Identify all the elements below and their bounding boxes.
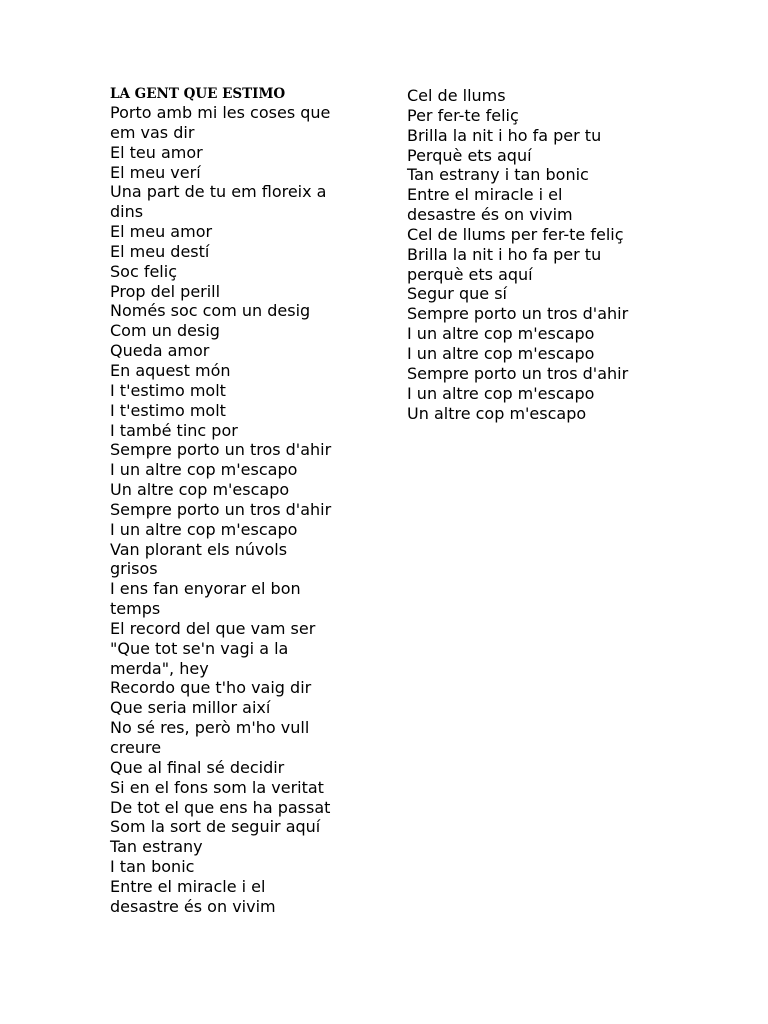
lyric-line: em vas dir [110,122,195,142]
lyric-line: Tan estrany i tan bonic [407,165,589,185]
lyric-line: Un altre cop m'escapo [110,480,290,500]
lyric-line: Cel de llums [407,86,506,105]
lyric-line: desastre és on vivim [407,205,573,225]
lyric-line: Soc feliç [110,261,177,281]
lyric-line: Sempre porto un tros d'ahir [407,304,629,324]
lyric-line: I un altre cop m'escapo [110,460,298,480]
lyric-line: Si en el fons som la veritat [110,777,324,797]
lyric-line: merda", hey [110,658,209,678]
lyric-line: El meu amor [110,222,213,242]
lyric-line: Sempre porto un tros d'ahir [110,440,332,460]
lyric-line: I t'estimo molt [110,380,226,400]
lyric-line: El meu verí [110,162,201,182]
lyric-line: Brilla la nit i ho fa per tu [407,244,602,264]
lyric-line: desastre és on vivim [110,896,276,916]
lyric-line: I un altre cop m'escapo [407,383,595,403]
lyric-line: No sé res, però m'ho vull [110,718,310,738]
lyric-line: Com un desig [110,321,220,341]
lyric-line: En aquest món [110,360,231,380]
song-title: LA GENT QUE ESTIMO [110,86,286,102]
lyric-line: Queda amor [110,341,210,361]
lyric-line: Van plorant els núvols [110,539,288,559]
lyric-line: De tot el que ens ha passat [110,797,331,817]
lyric-line: I un altre cop m'escapo [110,519,298,539]
lyric-line: I ens fan enyorar el bon [110,579,301,599]
lyric-line: Entre el miracle i el [407,185,563,205]
lyric-line: I un altre cop m'escapo [407,324,595,344]
lyric-line: Una part de tu em floreix a [110,182,327,202]
lyric-line: Porto amb mi les coses que [110,103,331,122]
lyric-line: El teu amor [110,142,203,162]
lyric-line: Sempre porto un tros d'ahir [407,363,629,383]
lyric-line: grisos [110,559,158,579]
lyric-line: creure [110,738,162,757]
lyric-line: Només soc com un desig [110,301,311,321]
lyric-line: Sempre porto un tros d'ahir [110,499,332,519]
lyric-line: Cel de llums per fer-te feliç [407,224,624,244]
lyric-line: Entre el miracle i el [110,876,266,896]
lyric-line: Som la sort de seguir aquí [110,817,321,837]
lyric-line: Que seria millor així [110,698,271,718]
lyric-line: perquè ets aquí [407,264,533,284]
lyrics-column-left [110,103,372,917]
lyric-line: El record del que vam ser [110,618,316,638]
lyric-line: I tan bonic [110,857,195,877]
lyric-line: I un altre cop m'escapo [407,343,595,363]
lyric-line: El meu destí [110,241,210,261]
lyric-line: temps [110,599,161,619]
lyric-line: Brilla la nit i ho fa per tu [407,125,602,145]
lyrics-column-right [407,86,669,423]
lyric-line: Tan estrany [110,837,203,857]
lyric-line: I també tinc por [110,420,238,440]
lyric-line: Que al final sé decidir [110,757,285,777]
lyric-line: Segur que sí [407,284,507,304]
lyric-line: Perquè ets aquí [407,145,532,165]
lyric-line: I t'estimo molt [110,400,226,420]
lyric-line: dins [110,202,144,222]
lyric-line: Recordo que t'ho vaig dir [110,678,312,698]
lyric-line: Un altre cop m'escapo [407,403,587,423]
lyric-line: Per fer-te feliç [407,105,519,125]
lyric-line: "Que tot se'n vagi a la [110,638,289,658]
lyric-line: Prop del perill [110,281,221,301]
